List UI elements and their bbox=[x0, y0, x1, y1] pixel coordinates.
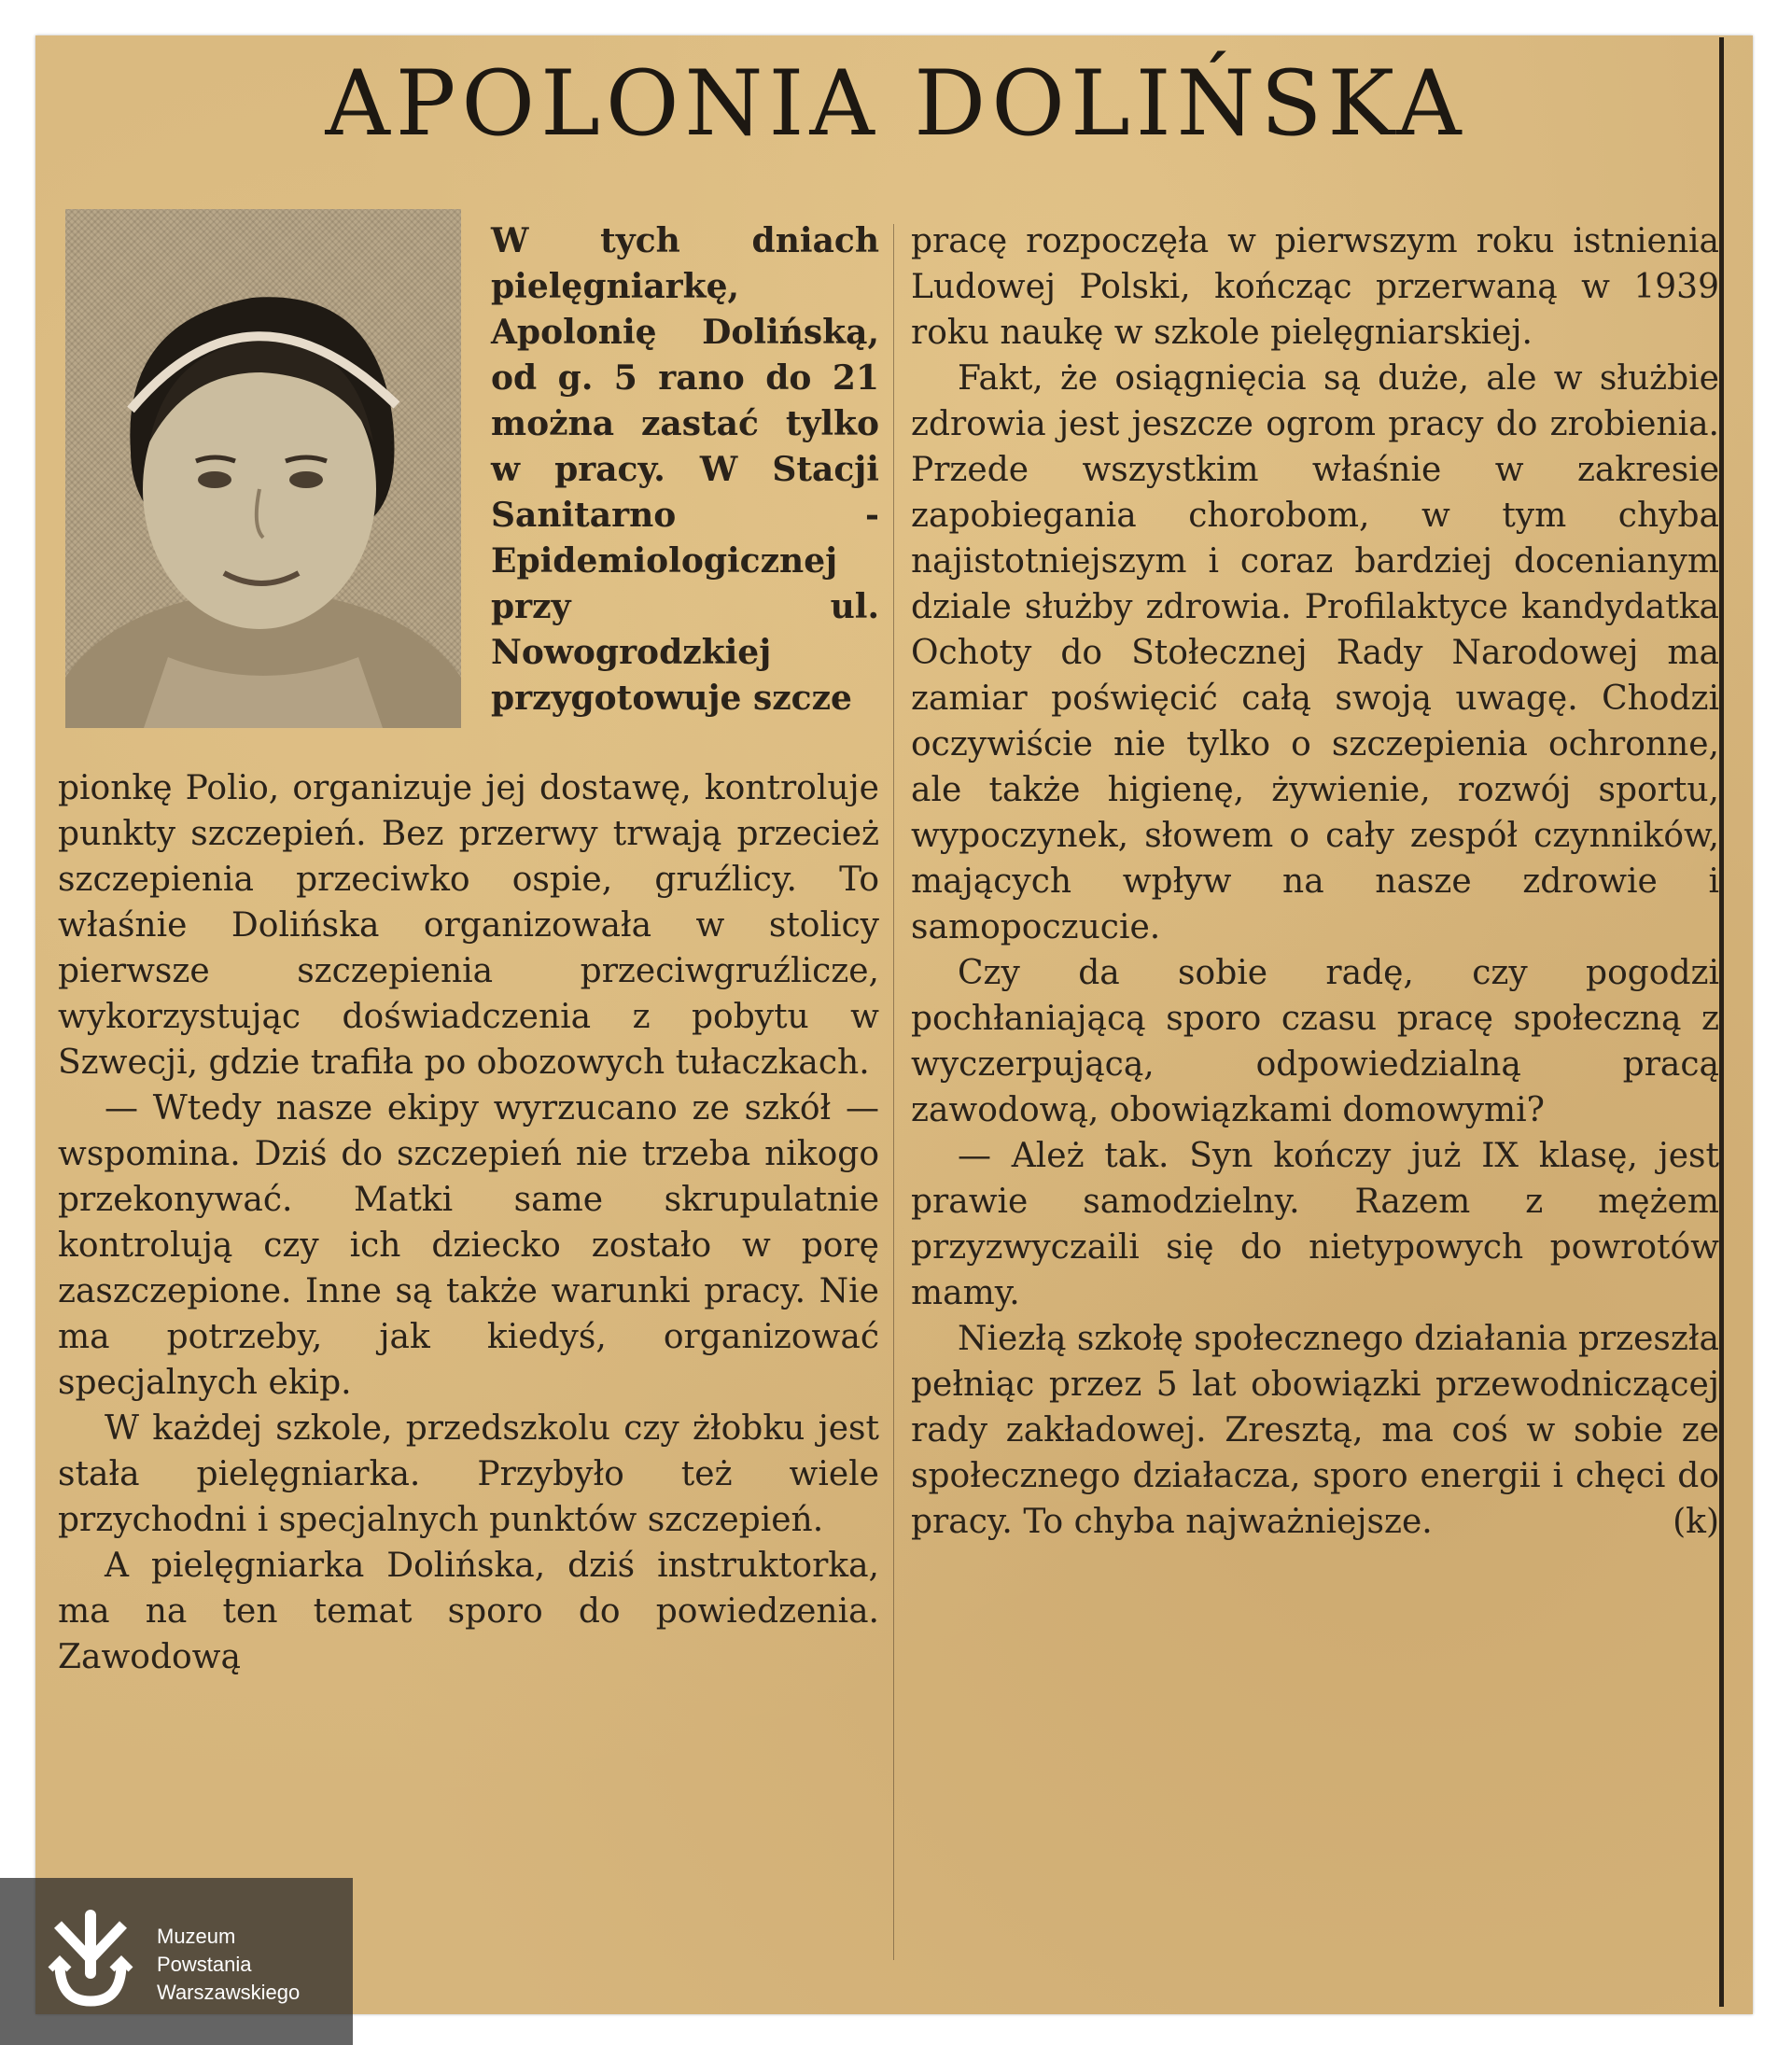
lead-paragraph bbox=[491, 218, 879, 721]
right-paragraph: — Ależ tak. Syn kończy już IX klasę, jest prawie samodzielny. Razem z mężem przyzwyczaili się do nietypowych powrotów mamy. bbox=[911, 1137, 1719, 1312]
left-paragraph: pionkę Polio, organizuje jej dostawę, kontroluje punkty szczepień. Bez przerwy trwają przecież szczepienia przeciwko ospie, gruźlicy. To właśnie Dolińska organizowała w stolicy pierwsze szczepienia przeciwgruźlicze, wykorzystując doświadczenia z pobytu w Szwecji, gdzie trafiła po obozowych tułaczkach. bbox=[58, 769, 879, 1082]
museum-name-line: Powstania bbox=[157, 1953, 252, 1976]
lead-name: Apolonię Dolińską bbox=[491, 313, 868, 352]
author-signature: (k) bbox=[1673, 1503, 1719, 1541]
left-column bbox=[58, 765, 879, 1680]
museum-name-line: Muzeum bbox=[157, 1925, 236, 1948]
museum-name bbox=[157, 1923, 300, 2007]
headline: APOLONIA DOLIŃSKA bbox=[325, 51, 1467, 156]
left-paragraph: — Wtedy nasze ekipy wyrzucano ze szkół — wspomina. Dziś do szczepień nie trzeba nikogo przekonywać. Matki same skrupulatnie kontrolują czy ich dziecko zostało w porę zaszczepione. Inne są także warunki pracy. Nie ma potrzeby, jak kiedyś, organizować specjalnych ekip. bbox=[58, 1089, 879, 1402]
right-paragraph: Fakt, że osiągnięcia są duże, ale w służbie zdrowia jest jeszcze ogrom pracy do zrobienia. Przede wszystkim właśnie w zakresie zapobiegania chorobom, w tym chyba najistotniejszym i coraz bardziej docenianym dziale służby zdrowia. Profilaktyce kandydatka Ochoty do Stołecznej Rady Narodowej ma zamiar poświęcić całą swoją uwagę. Chodzi oczywiście nie tylko o szczepienia ochronne, ale także higienę, żywienie, rozwój sportu, wypoczynek, słowem o cały zespół czynników, mających wpływ na nasze zdrowie i samopoczucie. bbox=[911, 359, 1719, 946]
museum-name-line: Warszawskiego bbox=[157, 1981, 301, 2004]
lead-intro: W tych dniach pielęgniarkę, bbox=[491, 221, 879, 306]
museum-watermark bbox=[0, 1878, 353, 2045]
kotwica-icon bbox=[39, 1908, 142, 2010]
left-paragraph: W każdej szkole, przedszkolu czy żłobku jest stała pielęgniarka. Przybyło też wiele przychodni i specjalnych punktów szczepień. bbox=[58, 1409, 879, 1539]
portrait-illustration bbox=[65, 209, 461, 728]
right-paragraph bbox=[911, 1316, 1719, 1545]
right-paragraph: Czy da sobie radę, czy pogodzi pochłaniającą sporo czasu pracę społeczną z wyczerpującą, odpowiedzialną pracą zawodową, obowiązkami domowymi? bbox=[911, 954, 1719, 1129]
lead-rest: , od g. 5 rano do 21 można zastać tylko w pracy. W Stacji Sanitarno - Epidemiologicznej przy ul. Nowogrodzkiej przygotowuje szcze bbox=[491, 313, 879, 718]
right-column bbox=[911, 218, 1719, 1545]
right-paragraph-text: Niezłą szkołę społecznego działania przeszła pełniąc przez 5 lat obowiązki przewodniczącej rady zakładowej. Zresztą, ma coś w sobie ze społecznego działacza, sporo energii i chęci do pracy. To chyba najważniejsze. bbox=[911, 1320, 1719, 1541]
column-divider bbox=[893, 224, 894, 1960]
portrait-photo bbox=[65, 209, 461, 728]
column-rule bbox=[1719, 37, 1724, 2007]
right-paragraph: pracę rozpoczęła w pierwszym roku istnienia Ludowej Polski, kończąc przerwaną w 1939 roku naukę w szkole pielęgniarskiej. bbox=[911, 222, 1719, 352]
left-paragraph: A pielęgniarka Dolińska, dziś instruktorka, ma na ten temat sporo do powiedzenia. Zawodową bbox=[58, 1547, 879, 1676]
